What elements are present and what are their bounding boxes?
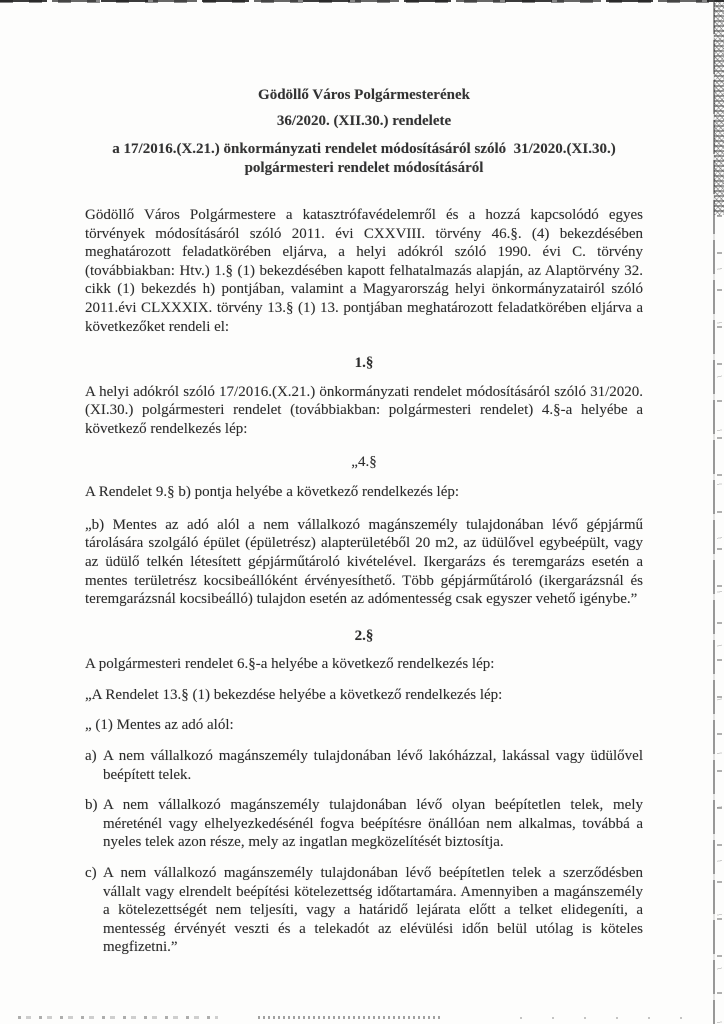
scan-artifact-right-line [713, 0, 715, 1024]
section-1-lead: A Rendelet 9.§ b) pontja helyébe a következő rendelkezés lép: [85, 484, 460, 501]
list-item-b-marker: b) [85, 797, 98, 814]
document-title-line-4: polgármesteri rendelet módosításáról [244, 160, 484, 176]
scan-artifact-bottom-middle [258, 1016, 443, 1019]
section-2-lead-2: „A Rendelet 13.§ (1) bekezdése helyébe a következő rendelkezés lép: [85, 686, 503, 703]
section-2-lead-3: „ (1) Mentes az adó alól: [85, 717, 234, 734]
list-item-a-text: A nem vállalkozó magánszemély tulajdonában lévő lakóházzal, lakással vagy üdülővel beépített telek. [103, 748, 643, 783]
document-title-line-2: 36/2020. (XII.30.) rendelete [276, 113, 452, 129]
section-1-quote: „b) Mentes az adó alól a nem vállalkozó magánszemély tulajdonában lévő gépjármű tárolására szolgáló épület (épületrész) alapterületéből 20 m2, az üdülővel egybeépült, vagy az üdülő telkén létesített gépjárműtároló kivételével. Ikergarázs és teremgarázs esetén a mentes területrész kocsibeállóként érvényesíthető. Több gépjárműtároló (ikergarázsnál és teremgarázsnál kocsibeálló) tulajdon esetén az adómentesség csak egyszer vehető igénybe.” [85, 516, 643, 608]
list-item-c [85, 864, 643, 957]
scan-artifact-right-speckles [714, 0, 724, 215]
list-item-b [85, 796, 643, 852]
section-1-subheading: „4.§ [351, 453, 377, 470]
section-2-lead-1: A polgármesteri rendelet 6.§-a helyébe a következő rendelkezés lép: [85, 656, 495, 673]
scan-artifact-right-speckles-lower [717, 215, 722, 1024]
list-item-c-marker: c) [85, 865, 97, 882]
document-title-line-3: a 17/2016.(X.21.) önkormányzati rendelet módosításáról szóló 31/2020.(XI.30.) [112, 141, 616, 157]
list-item-b-text: A nem vállalkozó magánszemély tulajdonában lévő olyan beépítetlen telek, mely méreténél vagy elhelyezkedésénél fogva beépítésre önállóan nem alkalmas, továbbá a nyeles telek azon része, mely az ingatlan megközelítését biztosítja. [103, 797, 643, 851]
list-item-a [85, 747, 643, 784]
document-body [85, 0, 643, 957]
list-item-a-marker: a) [85, 748, 97, 765]
preamble-paragraph: Gödöllő Város Polgármestere a katasztrófavédelemről és a hozzá kapcsolódó egyes törvények módosításáról szóló 2011. évi CXXVIII. törvény 46.§. (4) bekezdésében meghatározott feladatkörében eljárva, a helyi adókról szóló 1990. évi C. törvény (továbbiakban: Htv.) 1.§ (1) bekezdésében kapott felhatalmazás alapján, az Alaptörvény 32. cikk (1) bekezdés h) pontjában, valamint a Magyarország helyi önkormányzatairól szóló 2011.évi CLXXXIX. törvény 13.§ (1) 13. pontjában meghatározott feladatkörében eljárva a következőket rendeli el: [85, 207, 643, 335]
section-2-heading: 2.§ [354, 627, 374, 644]
document-title-line-1: Gödöllő Város Polgármesterének [258, 87, 470, 103]
section-1-heading: 1.§ [354, 355, 374, 372]
scan-artifact-bottom-left [18, 1016, 218, 1019]
section-1-paragraph: A helyi adókról szóló 17/2016.(X.21.) önkormányzati rendelet módosításáról szóló 31/2020.(XI.30.) polgármesteri rendelet (továbbiakban: polgármesteri rendelet) 4.§-a helyébe a következő rendelkezés lép: [85, 383, 643, 437]
list-item-c-text: A nem vállalkozó magánszemély tulajdonában lévő beépítetlen telek a szerződésben vállalt vagy elrendelt beépítési kötelezettség időtartamára. Amennyiben a magánszemély a kötelezettségét nem teljesíti, vagy a határidő lejárata előtt a telket elidegeníti, a mentesség érvényét veszti és a telekadót az elévülési időn belül utólag is köteles megfizetni.” [103, 865, 643, 956]
scan-artifact-bottom-right [520, 1017, 690, 1019]
